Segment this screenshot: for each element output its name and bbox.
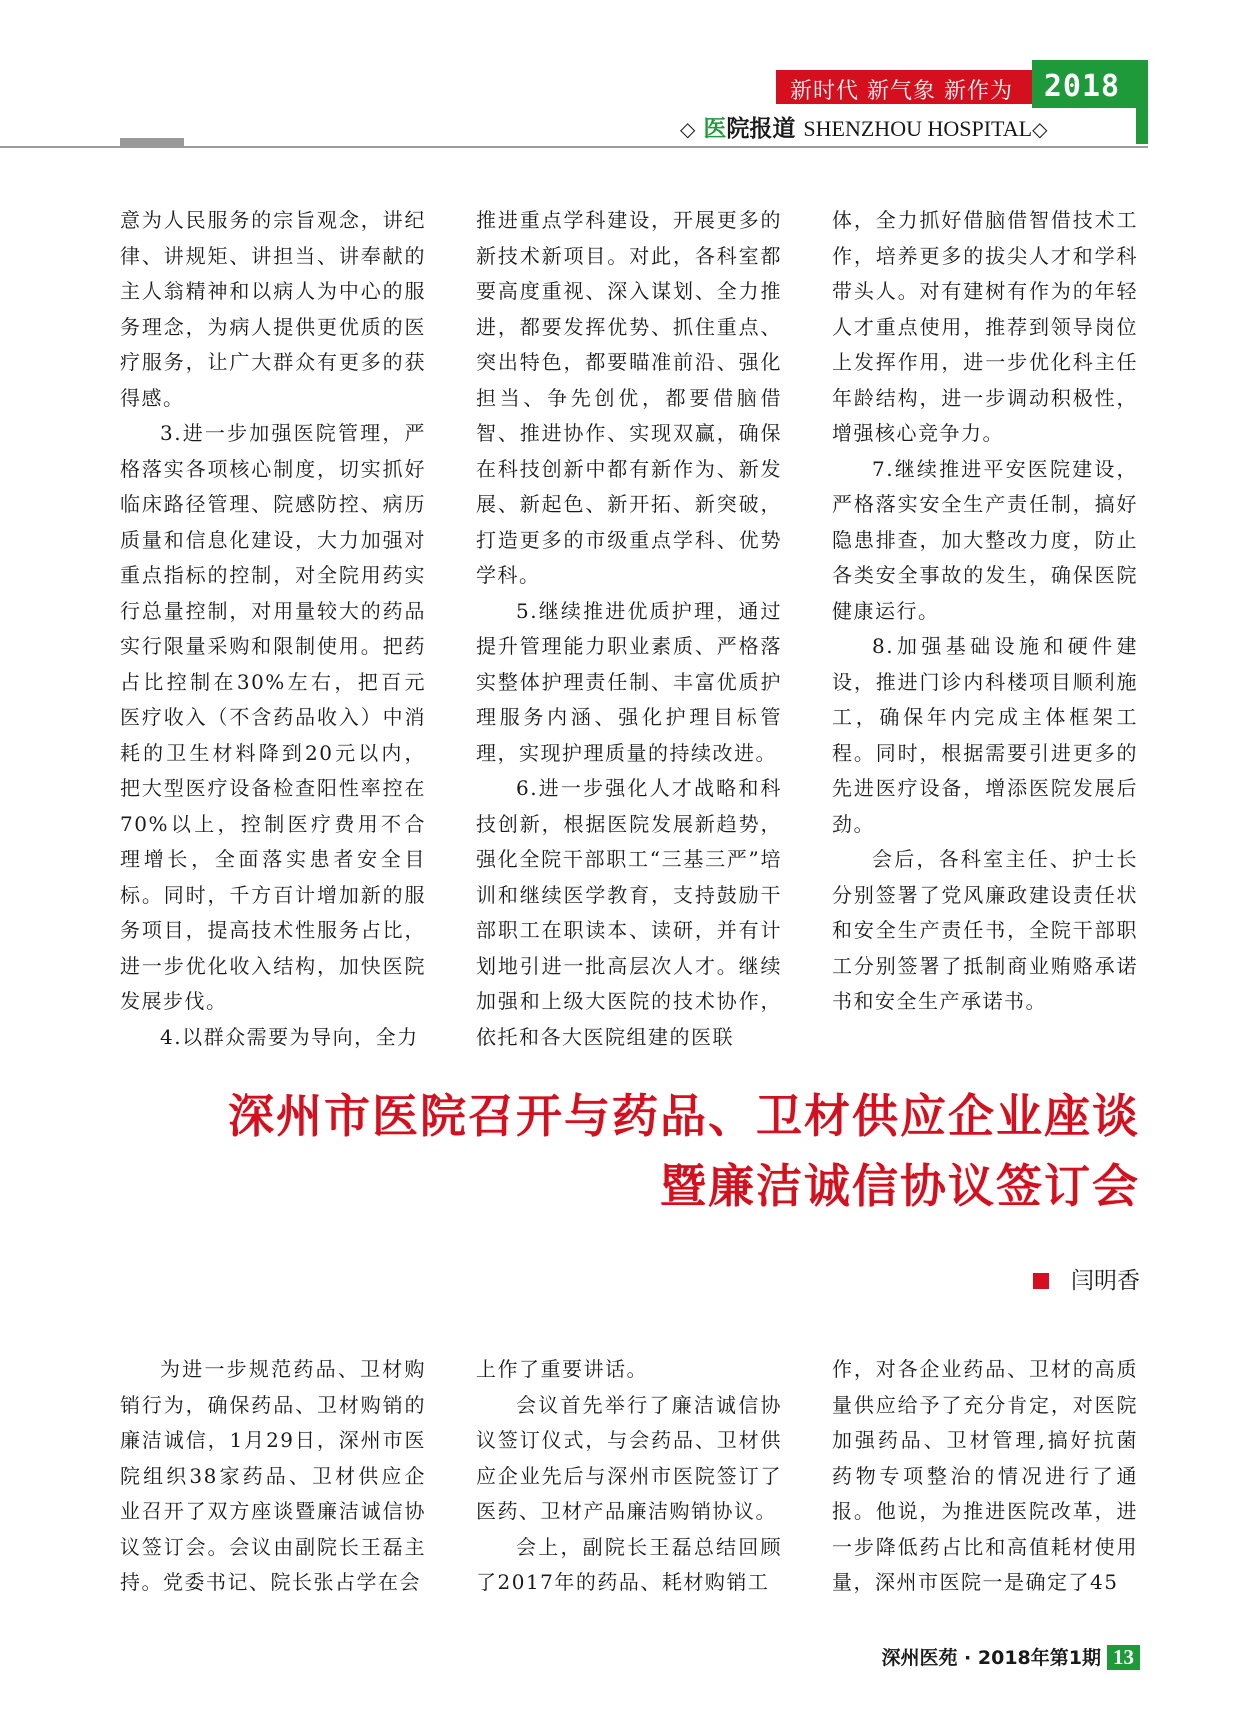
article1-column-3 [832, 203, 1138, 1020]
header-white-cutout [1032, 108, 1136, 144]
section-english: SHENZHOU HOSPITAL [803, 116, 1033, 141]
header-slogan: 新时代 新气象 新作为 [790, 79, 1013, 104]
header-year: 2018 [1043, 69, 1121, 104]
section-name: 院报道 [726, 116, 796, 142]
page-number: 13 [1107, 1645, 1140, 1670]
article1-column-1 [120, 203, 426, 1055]
magazine-issue: 深州医苑 · 2018年第1期 [881, 1647, 1101, 1669]
article2-column-1 [120, 1352, 426, 1601]
section-first-char: 医 [703, 116, 727, 142]
paragraph: 会后，各科室主任、护士长分别签署了党风廉政建设责任状和安全生产责任书，全院干部职工分别签署了抵制商业贿赂承诺书和安全生产承诺书。 [832, 847, 1138, 1013]
diamond-left-icon: ◇ [680, 117, 696, 141]
section-label [680, 110, 1047, 143]
paragraph: 作，对各企业药品、卫材的高质量供应给予了充分肯定，对医院加强药品、卫材管理,搞好抗菌药物专项整治的情况进行了通报。他说，为推进医院改革，进一步降低药占比和高值耗材使用量，深州市医院一是确定了45 [832, 1357, 1138, 1594]
paragraph: 会上，副院长王磊总结回顾了2017年的药品、耗材购销工 [476, 1534, 782, 1594]
paragraph: 为进一步规范药品、卫材购销行为，确保药品、卫材购销的廉洁诚信，1月29日，深州市医院组织38家药品、卫材供应企业召开了双方座谈暨廉洁诚信协议签订会。会议由副院长王磊主持。党委书记、院长张占学在会 [120, 1357, 426, 1594]
paragraph: 8.加强基础设施和硬件建设，推进门诊内科楼项目顺利施工，确保年内完成主体框架工程。同时，根据需要引进更多的先进医疗设备，增添医院发展后劲。 [832, 634, 1138, 836]
diamond-right-icon: ◇ [1032, 117, 1048, 141]
author-name: 闫明香 [1071, 1268, 1140, 1294]
article1-column-2 [476, 203, 782, 1055]
paragraph: 7.继续推进平安医院建设，严格落实安全生产责任制，搞好隐患排查，加大整改力度，防止各类安全事故的发生，确保医院健康运行。 [832, 456, 1138, 623]
article2-title-line-1: 深州市医院召开与药品、卫材供应企业座谈 [228, 1089, 1140, 1143]
article2-column-3 [832, 1352, 1138, 1601]
paragraph: 意为人民服务的宗旨观念，讲纪律、讲规矩、讲担当、讲奉献的主人翁精神和以病人为中心的服务理念，为病人提供更优质的医疗服务，让广大群众有更多的获得感。 [120, 208, 426, 410]
paragraph: 5.继续推进优质护理，通过提升管理能力职业素质、严格落实整体护理责任制、丰富优质护理服务内涵、强化护理目标管理，实现护理质量的持续改进。 [476, 598, 782, 765]
paragraph: 上作了重要讲话。 [476, 1357, 648, 1381]
red-square-icon [1033, 1273, 1049, 1289]
article2-title-line-2: 暨廉洁诚信协议签订会 [660, 1159, 1140, 1213]
author-byline [1033, 1262, 1140, 1295]
paragraph: 6.进一步强化人才战略和科技创新，根据医院发展新趋势，强化全院干部职工“三基三严”培训和继续医学教育，支持鼓励干部职工在职读本、读研，并有计划地引进一批高层次人才。继续加强和上级大医院的技术协作，依托和各大医院组建的医联 [476, 776, 782, 1049]
paragraph: 推进重点学科建设，开展更多的新技术新项目。对此，各科室都要高度重视、深入谋划、全力推进，都要发挥优势、抓住重点、突出特色，都要瞄准前沿、强化担当、争先创优，都要借脑借智、推进协作、实现双赢，确保在科技创新中都有新作为、新发展、新起色、新开拓、新突破，打造更多的市级重点学科、优势学科。 [476, 208, 782, 587]
page-footer [881, 1643, 1140, 1670]
paragraph: 会议首先举行了廉洁诚信协议签订仪式，与会药品、卫材供应企业先后与深州市医院签订了医药、卫材产品廉洁购销协议。 [476, 1392, 782, 1523]
header-grey-bar [120, 138, 184, 148]
paragraph: 3.进一步加强医院管理，严格落实各项核心制度，切实抓好临床路径管理、院感防控、病历质量和信息化建设，大力加强对重点指标的控制，对全院用药实行总量控制，对用量较大的药品实行限量采购和限制使用。把药占比控制在30%左右，把百元医疗收入（不含药品收入）中消耗的卫生材料降到20元以内，把大型医疗设备检查阳性率控在70%以上，控制医疗费用不合理增长，全面落实患者安全目标。同时，千方百计增加新的服务项目，提高技术性服务占比，进一步优化收入结构，加快医院发展步伐。 [120, 421, 426, 1013]
paragraph: 体，全力抓好借脑借智借技术工作，培养更多的拔尖人才和学科带头人。对有建树有作为的年轻人才重点使用，推荐到领导岗位上发挥作用，进一步优化科主任年龄结构，进一步调动积极性，增强核心竞争力。 [832, 208, 1138, 445]
article2-column-2 [476, 1352, 782, 1601]
paragraph: 4.以群众需要为导向，全力 [160, 1024, 419, 1049]
